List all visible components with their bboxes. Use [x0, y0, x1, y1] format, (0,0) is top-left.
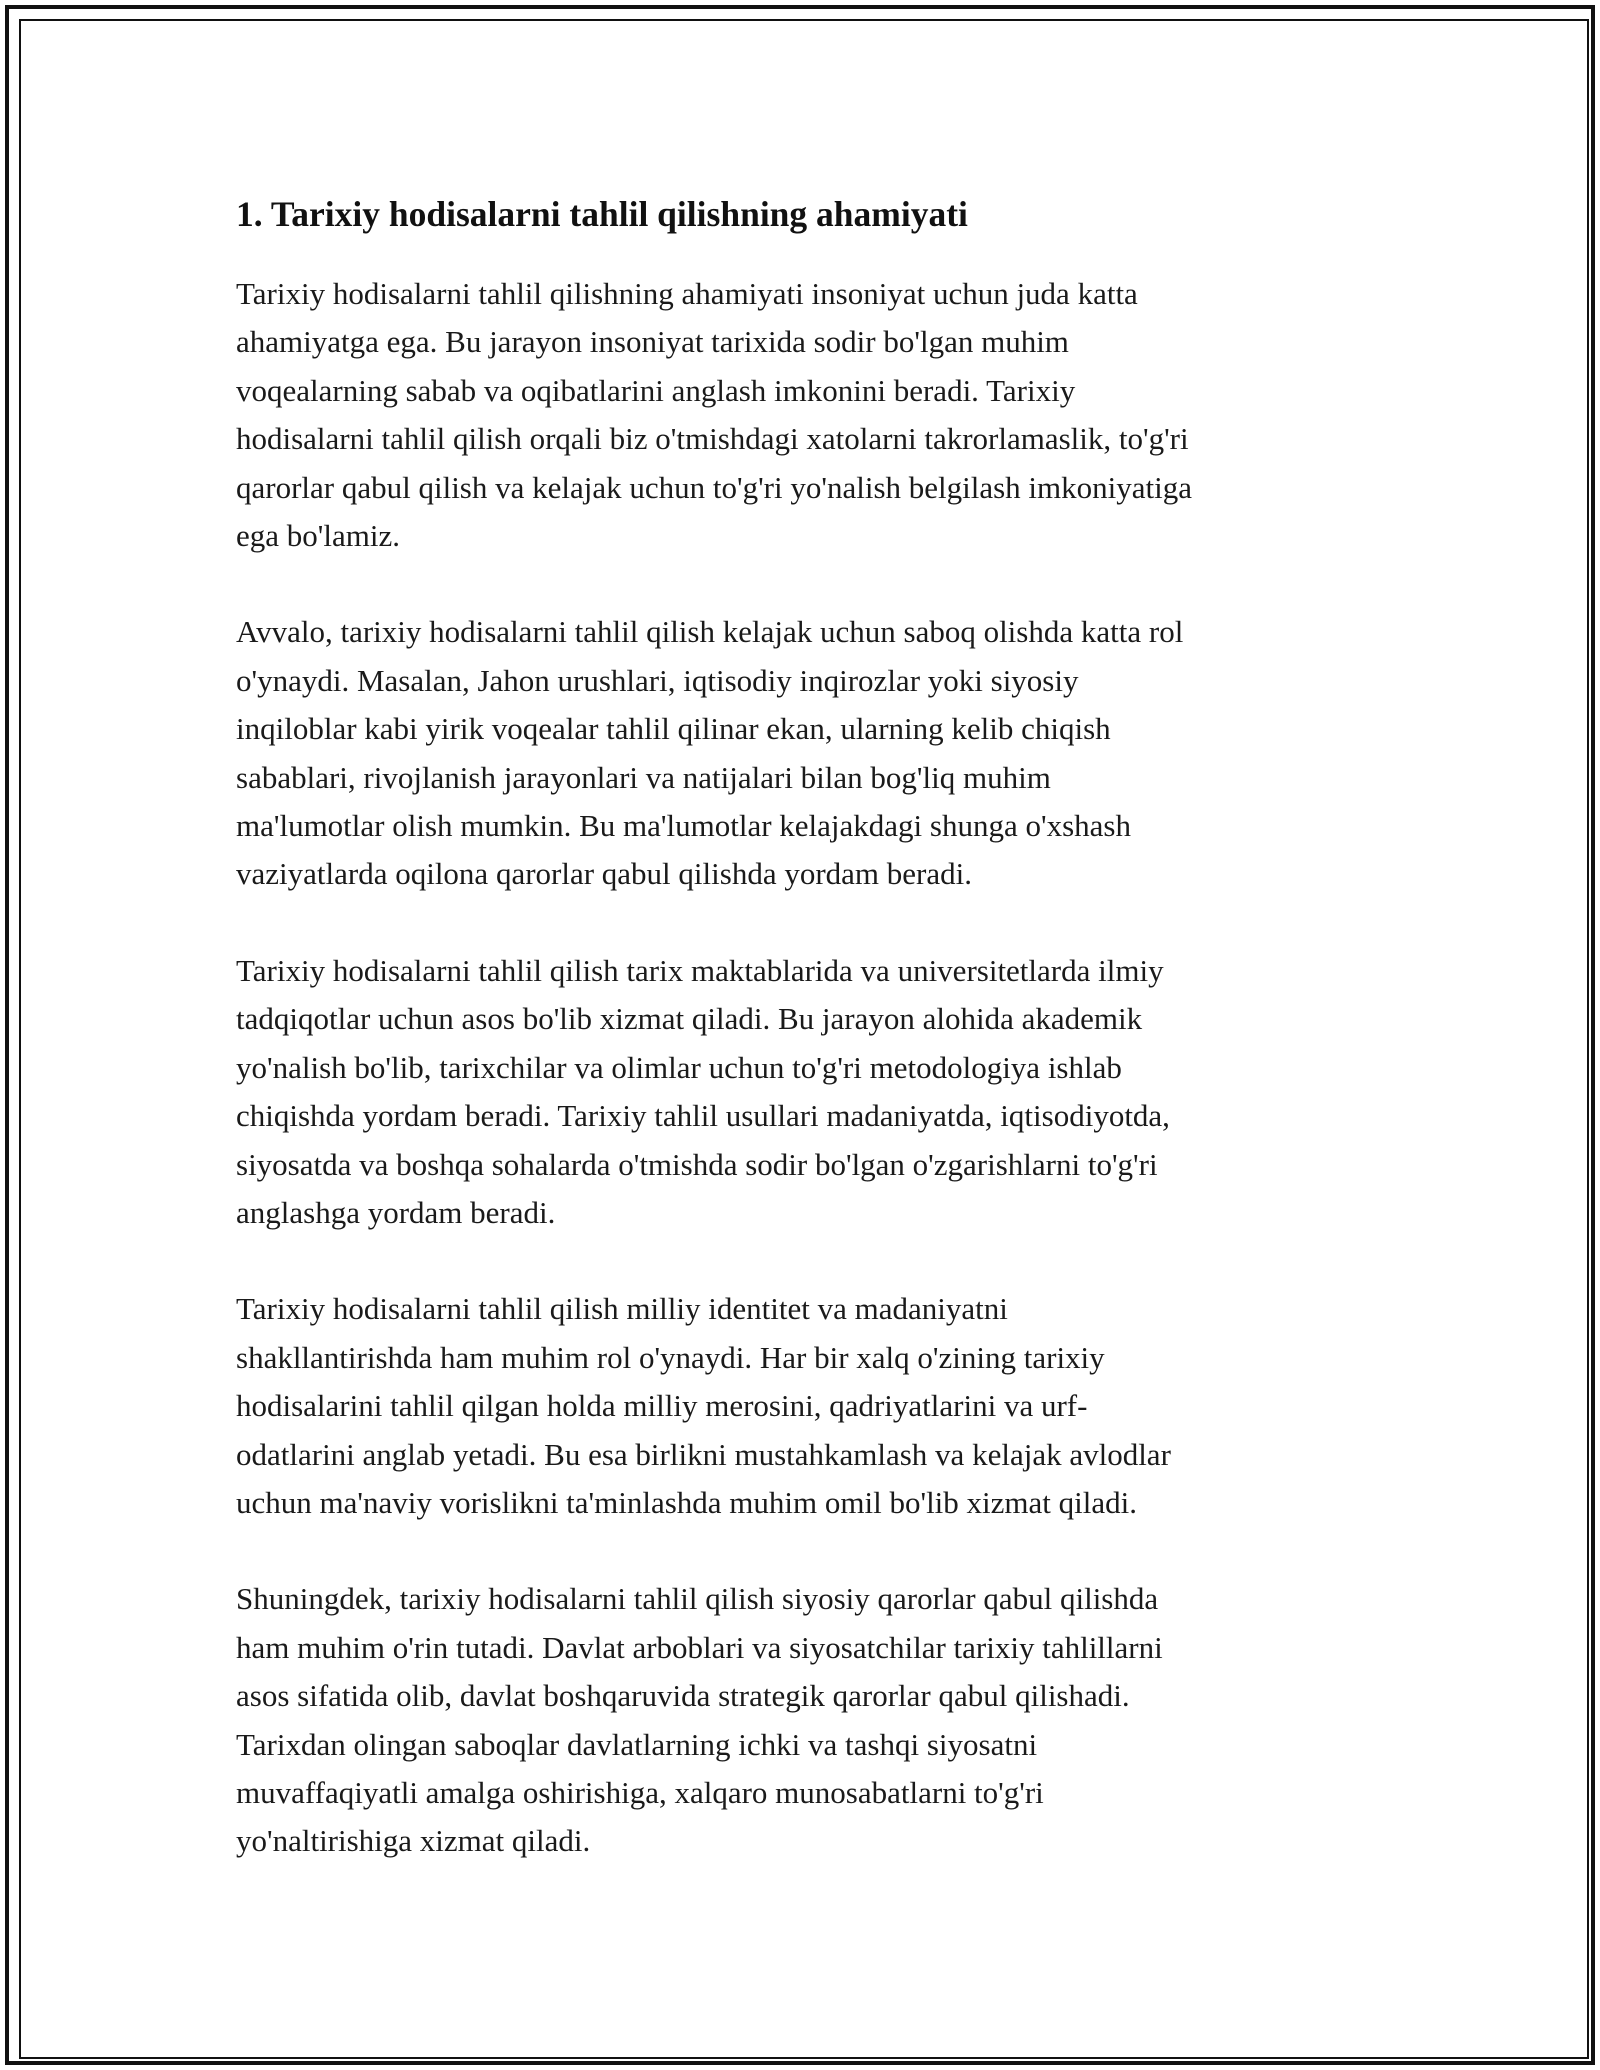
paragraph-line: Tarixdan olingan saboqlar davlatlarning ichki va tashqi siyosatni [236, 1726, 1038, 1762]
paragraph-4 [236, 1285, 1376, 1527]
paragraph-line: o'ynaydi. Masalan, Jahon urushlari, iqtisodiy inqirozlar yoki siyosiy [236, 662, 1079, 698]
paragraph-line: ega bo'lamiz. [236, 518, 400, 554]
paragraph-line: vaziyatlarda oqilona qarorlar qabul qilishda yordam beradi. [236, 856, 972, 892]
paragraph-line: uchun ma'naviy vorislikni ta'minlashda muhim omil bo'lib xizmat qiladi. [236, 1484, 1137, 1520]
paragraph-line: inqiloblar kabi yirik voqealar tahlil qilinar ekan, ularning kelib chiqish [236, 711, 1111, 747]
paragraph-line: ahamiyatga ega. Bu jarayon insoniyat tarixida sodir bo'lgan muhim [236, 324, 1069, 360]
paragraph-line: chiqishda yordam beradi. Tarixiy tahlil usullari madaniyatda, iqtisodiyotda, [236, 1098, 1170, 1134]
paragraph-line: sabablari, rivojlanish jarayonlari va natijalari bilan bog'liq muhim [236, 759, 1051, 795]
paragraph-line: muvaffaqiyatli amalga oshirishiga, xalqaro munosabatlarni to'g'ri [236, 1774, 1044, 1810]
paragraph-line: odatlarini anglab yetadi. Bu esa birlikni mustahkamlash va kelajak avlodlar [236, 1436, 1171, 1472]
paragraph-line: qarorlar qabul qilish va kelajak uchun to'g'ri yo'nalish belgilash imkoniyatiga [236, 469, 1193, 505]
paragraph-1 [236, 270, 1376, 560]
paragraph-line: shakllantirishda ham muhim rol o'ynaydi. Har bir xalq o'zining tarixiy [236, 1339, 1105, 1375]
paragraph-line: Tarixiy hodisalarni tahlil qilish tarix maktablarida va universitetlarda ilmiy [236, 952, 1164, 988]
paragraph-3 [236, 947, 1376, 1237]
paragraph-line: yo'nalish bo'lib, tarixchilar va olimlar uchun to'g'ri metodologiya ishlab [236, 1049, 1122, 1085]
paragraph-line: Tarixiy hodisalarni tahlil qilishning ahamiyati insoniyat uchun juda katta [236, 276, 1138, 311]
paragraph-line: hodisalarini tahlil qilgan holda milliy merosini, qadriyatlarini va urf- [236, 1388, 1088, 1424]
paragraph-2 [236, 608, 1376, 898]
paragraph-line: Shuningdek, tarixiy hodisalarni tahlil qilish siyosiy qarorlar qabul qilishda [236, 1581, 1159, 1617]
paragraph-line: anglashga yordam beradi. [236, 1194, 556, 1230]
paragraph-line: hodisalarni tahlil qilish orqali biz o'tmishdagi xatolarni takrorlamaslik, to'g'ri [236, 421, 1189, 457]
document-body [236, 186, 1376, 1914]
paragraph-line: tadqiqotlar uchun asos bo'lib xizmat qiladi. Bu jarayon alohida akademik [236, 1001, 1143, 1037]
paragraph-line: ma'lumotlar olish mumkin. Bu ma'lumotlar kelajakdagi shunga o'xshash [236, 808, 1131, 844]
paragraph-line: yo'naltirishiga xizmat qiladi. [236, 1823, 591, 1859]
paragraph-line: Avvalo, tarixiy hodisalarni tahlil qilish kelajak uchun saboq olishda katta rol [236, 614, 1184, 650]
paragraph-line: Tarixiy hodisalarni tahlil qilish milliy identitet va madaniyatni [236, 1291, 1008, 1327]
paragraph-line: asos sifatida olib, davlat boshqaruvida strategik qarorlar qabul qilishadi. [236, 1678, 1130, 1714]
paragraph-line: ham muhim o'rin tutadi. Davlat arboblari va siyosatchilar tarixiy tahlillarni [236, 1629, 1163, 1665]
section-heading: 1. Tarixiy hodisalarni tahlil qilishning ahamiyati [236, 194, 968, 234]
paragraph-line: siyosatda va boshqa sohalarda o'tmishda sodir bo'lgan o'zgarishlarni to'g'ri [236, 1146, 1158, 1182]
paragraph-line: voqealarning sabab va oqibatlarini anglash imkonini beradi. Tarixiy [236, 372, 1076, 408]
paragraph-5 [236, 1575, 1376, 1865]
